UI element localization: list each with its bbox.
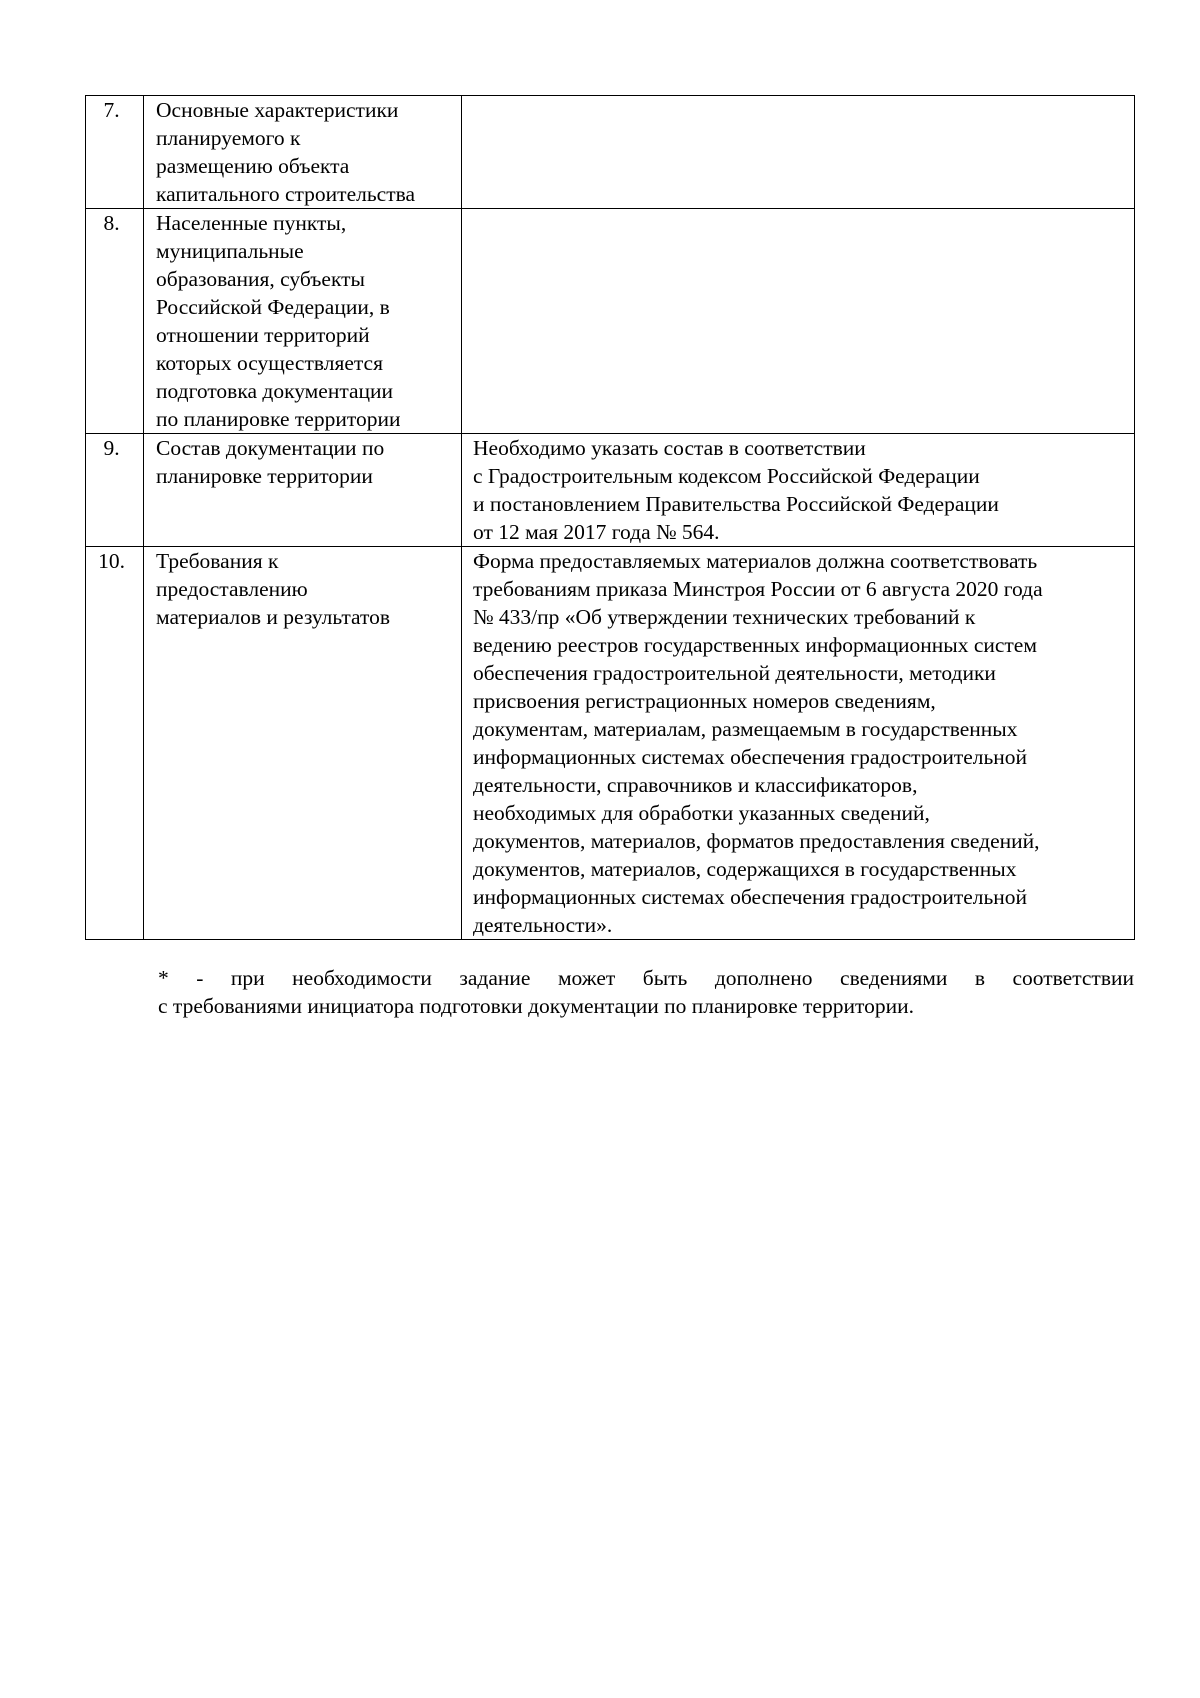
footnote-word: дополнено [714, 966, 813, 990]
row-name-line: Населенные пункты, [156, 211, 347, 235]
row-name-line: Состав документации по [156, 436, 385, 460]
row-name-line: образования, субъекты [156, 267, 365, 291]
row-value-line: обеспечения градостроительной деятельности, методики [473, 661, 996, 685]
row-name-line: которых осуществляется [156, 351, 383, 375]
row-name [144, 434, 462, 547]
row-value-line: присвоения регистрационных номеров сведениям, [473, 689, 936, 713]
row-value-line: с Градостроительным кодексом Российской Федерации [473, 464, 980, 488]
row-name-line: отношении территорий [156, 323, 370, 347]
row-name-line: подготовка документации [156, 379, 394, 403]
footnote-line-2: с требованиями инициатора подготовки документации по планировке территории. [158, 994, 914, 1018]
row-number: 7. [86, 96, 144, 209]
row-value-line: № 433/пр «Об утверждении технических требований к [473, 605, 976, 629]
footnote-word: соответствии [1012, 966, 1134, 990]
row-value [462, 434, 1135, 547]
row-name-line: Требования к [156, 549, 279, 573]
row-value-line: и постановлением Правительства Российской Федерации [473, 492, 999, 516]
row-value-line: от 12 мая 2017 года № 564. [473, 520, 720, 544]
row-value-line: деятельности, справочников и классификаторов, [473, 773, 918, 797]
table-body [86, 96, 1135, 940]
row-value-line: информационных системах обеспечения градостроительной [473, 745, 1028, 769]
row-value-line: необходимых для обработки указанных сведений, [473, 801, 930, 825]
row-name [144, 547, 462, 940]
footnote-word: может [557, 966, 616, 990]
row-name-line: материалов и результатов [156, 605, 391, 629]
row-name-line: капитального строительства [156, 182, 416, 206]
row-value [462, 96, 1135, 209]
row-name-line: муниципальные [156, 239, 304, 263]
footnote-word: сведениями [840, 966, 948, 990]
row-value [462, 209, 1135, 434]
footnote-word: необходимости [292, 966, 432, 990]
row-name [144, 96, 462, 209]
table-row [86, 96, 1135, 209]
footnote [158, 964, 1134, 1020]
footnote-word: - [196, 966, 204, 990]
row-name-line: планировке территории [156, 464, 373, 488]
footnote-word: в [974, 966, 986, 990]
footnote-word: при [230, 966, 265, 990]
row-value-line: информационных системах обеспечения градостроительной [473, 885, 1028, 909]
row-name-line: Российской Федерации, в [156, 295, 390, 319]
row-name-line: планируемого к [156, 126, 301, 150]
row-value-line: деятельности». [473, 913, 613, 937]
row-value-line: документов, материалов, содержащихся в государственных [473, 857, 1017, 881]
row-name-line: Основные характеристики [156, 98, 399, 122]
row-value-line: требованиям приказа Минстроя России от 6 августа 2020 года [473, 577, 1043, 601]
row-name-line: предоставлению [156, 577, 308, 601]
table-row [86, 209, 1135, 434]
footnote-line-1 [158, 964, 1134, 992]
row-number: 9. [86, 434, 144, 547]
table-row [86, 547, 1135, 940]
footnote-word: задание [459, 966, 531, 990]
footnote-word: быть [642, 966, 688, 990]
row-number: 8. [86, 209, 144, 434]
row-name-line: по планировке территории [156, 407, 401, 431]
row-value-line: документов, материалов, форматов предоставления сведений, [473, 829, 1040, 853]
row-value-line: Форма предоставляемых материалов должна соответствовать [473, 549, 1038, 573]
row-value-line: ведению реестров государственных информационных систем [473, 633, 1037, 657]
row-number: 10. [86, 547, 144, 940]
row-name [144, 209, 462, 434]
row-value-line: документам, материалам, размещаемым в государственных [473, 717, 1018, 741]
table-row [86, 434, 1135, 547]
row-value-line: Необходимо указать состав в соответствии [473, 436, 866, 460]
requirements-table [85, 95, 1135, 940]
row-value [462, 547, 1135, 940]
row-name-line: размещению объекта [156, 154, 350, 178]
footnote-word: * [158, 966, 169, 990]
